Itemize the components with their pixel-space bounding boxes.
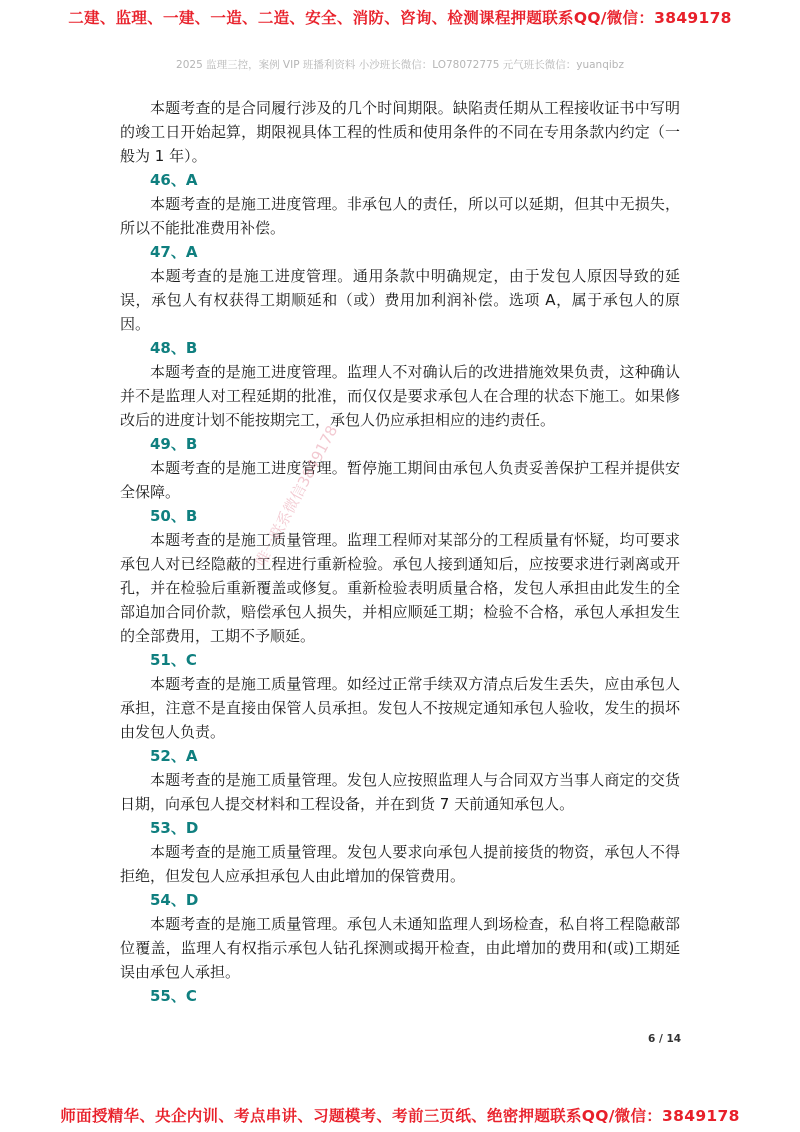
document-body (120, 96, 680, 1008)
explanation-53: 本题考查的是施工质量管理。发包人要求向承包人提前接货的物资，承包人不得拒绝，但发包人应承担承包人由此增加的保管费用。 (120, 843, 680, 885)
explanation-47: 本题考查的是施工进度管理。通用条款中明确规定，由于发包人原因导致的延误，承包人有权获得工期顺延和（或）费用加利润补偿。选项 A，属于承包人的原因。 (120, 267, 680, 333)
explanation-50: 本题考查的是施工质量管理。监理工程师对某部分的工程质量有怀疑，均可要求承包人对已经隐蔽的工程进行重新检验。承包人接到通知后，应按要求进行剥离或开孔，并在检验后重新覆盖或修复。重新检验表明质量合格，发包人承担由此发生的全部追加合同价款，赔偿承包人损失，并相应顺延工期；检验不合格，承包人承担发生的全部费用，工期不予顺延。 (120, 531, 680, 645)
question-number-51: 51、C (150, 651, 197, 669)
explanation-54: 本题考查的是施工质量管理。承包人未通知监理人到场检查，私自将工程隐蔽部位覆盖，监理人有权指示承包人钻孔探测或揭开检查，由此增加的费用和(或)工期延误由承包人承担。 (120, 915, 680, 981)
question-number-53: 53、D (150, 819, 199, 837)
explanation-52: 本题考查的是施工质量管理。发包人应按照监理人与合同双方当事人商定的交货日期，向承包人提交材料和工程设备，并在到货 7 天前通知承包人。 (120, 771, 680, 813)
document-subheader: 2025 监理三控，案例 VIP 班播利资料 小沙班长微信：LO78072775 元气班长微信：yuanqibz (176, 59, 624, 71)
watermark-text: 唯一联系微信3849178 (251, 422, 342, 570)
question-number-46: 46、A (150, 171, 198, 189)
question-number-54: 54、D (150, 891, 199, 909)
explanation-48: 本题考查的是施工进度管理。监理人不对确认后的改进措施效果负责，这种确认并不是监理人对工程延期的批准，而仅仅是要求承包人在合理的状态下施工。如果修改后的进度计划不能按期完工，承包人仍应承担相应的违约责任。 (120, 363, 680, 429)
question-number-50: 50、B (150, 507, 198, 525)
question-number-49: 49、B (150, 435, 198, 453)
question-number-55: 55、C (150, 987, 197, 1005)
explanation-46: 本题考查的是施工进度管理。非承包人的责任，所以可以延期，但其中无损失，所以不能批准费用补偿。 (120, 195, 680, 237)
explanation-51: 本题考查的是施工质量管理。如经过正常手续双方清点后发生丢失，应由承包人承担，注意不是直接由保管人员承担。发包人不按规定通知承包人验收，发生的损坏由发包人负责。 (120, 675, 680, 741)
intro-paragraph: 本题考查的是合同履行涉及的几个时间期限。缺陷责任期从工程接收证书中写明的竣工日开始起算，期限视具体工程的性质和使用条件的不同在专用条款内约定（一般为 1 年）。 (120, 99, 680, 165)
bottom-promo-banner: 师面授精华、央企内训、考点串讲、习题模考、考前三页纸、绝密押题联系QQ/微信：3849178 (60, 1107, 740, 1125)
question-number-52: 52、A (150, 747, 198, 765)
question-number-48: 48、B (150, 339, 198, 357)
question-number-47: 47、A (150, 243, 198, 261)
top-promo-banner: 二建、监理、一建、一造、二造、安全、消防、咨询、检测课程押题联系QQ/微信：3849178 (68, 9, 732, 27)
explanation-49: 本题考查的是施工进度管理。暂停施工期间由承包人负责妥善保护工程并提供安全保障。 (120, 459, 680, 501)
page-number: 6 / 14 (648, 1033, 682, 1045)
